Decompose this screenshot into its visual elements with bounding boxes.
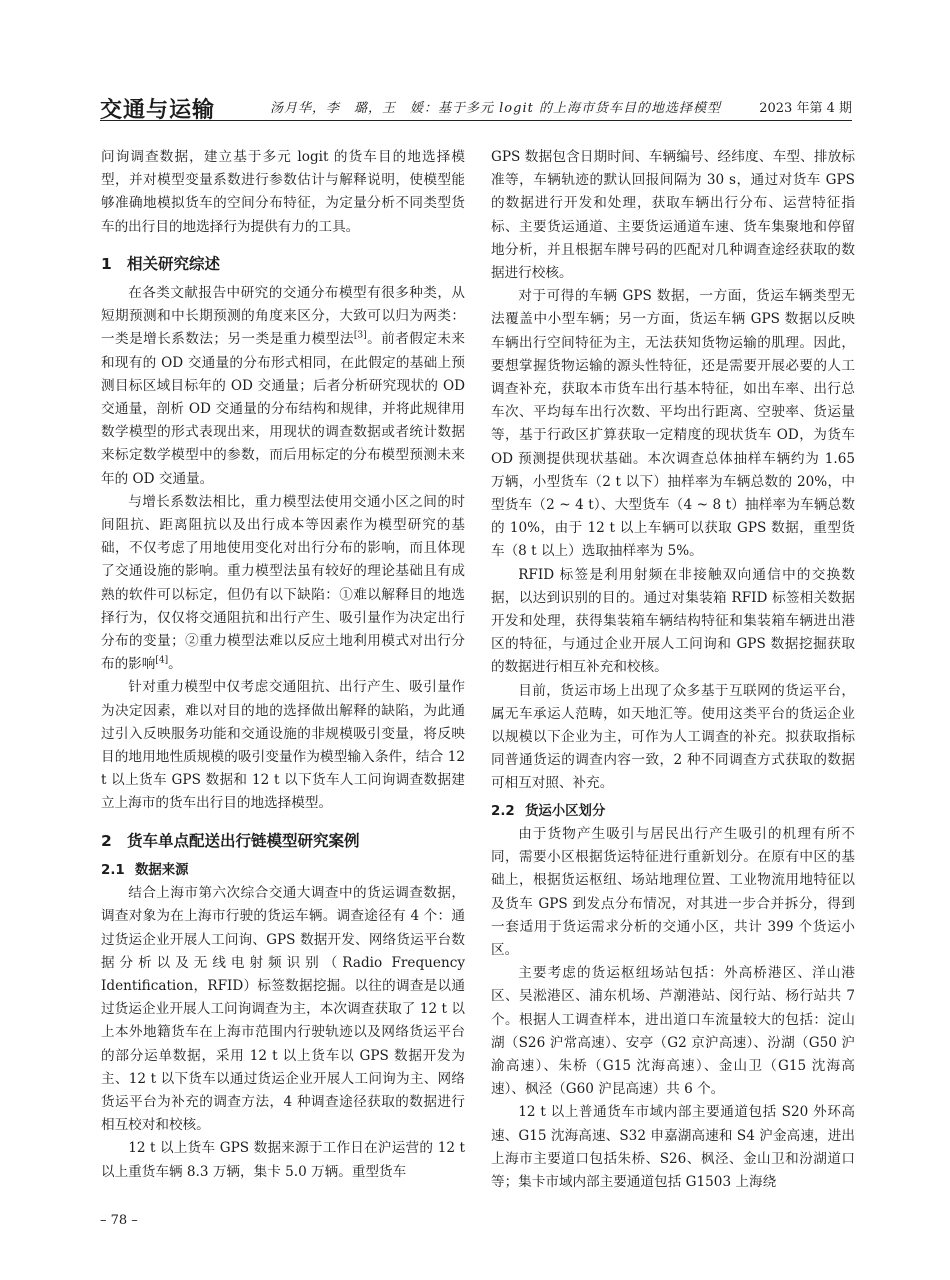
subsection-title: 数据来源 xyxy=(135,862,189,878)
section-title: 货车单点配送出行链模型研究案例 xyxy=(127,831,360,850)
section-number: 1 xyxy=(101,254,112,273)
subsection-heading xyxy=(491,800,855,823)
paragraph-text: 。前者假定未来和现有的 OD 交通量的分布形式相同，在此假定的基础上预测目标区域目标年的 OD 交通量；后者分析研究现状的 OD 交通量，剖析 OD 交通量的分布结构和规律，并将此规律用数学模型的形式表现出来，用现状的调查数据或者统计数据来标定数学模型中的参数，而后用标定的分布模型预测未来年的 OD 交通量。 xyxy=(101,331,466,487)
paragraph: GPS 数据包含日期时间、车辆编号、经纬度、车型、排放标准等，车辆轨迹的默认回报间隔为 30 s，通过对货车 GPS 的数据进行开发和处理，获取车辆出行分布、运营特征指标、主要货运通道、主要货运通道车速、货车集聚地和停留地分析，并且根据车牌号码的匹配对几种调查途经获取的数据进行校核。 xyxy=(491,149,855,282)
section-heading xyxy=(101,830,465,853)
section-title: 相关研究综述 xyxy=(127,254,221,273)
header-rule xyxy=(100,120,852,121)
section-number: 2 xyxy=(101,831,112,850)
paragraph: 目前，货运市场上出现了众多基于互联网的货运平台，属无车承运人范畴，如天地汇等。使用这类平台的货运企业以规模以下企业为主，可作为人工调查的补充。拟获取指标同普通货运的调查内容一致，2 种不同调查方式获取的数据可相互对照、补充。 xyxy=(491,682,855,792)
issue-label: 2023 年第 4 期 xyxy=(759,101,852,116)
running-header xyxy=(100,93,852,123)
paragraph: RFID 标签是利用射频在非接触双向通信中的交换数据，以达到识别的目的。通过对集装箱 RFID 标签相关数据开发和处理，获得集装箱车辆结构特征和集装箱车辆进出港区的特征，与通过企业开展人工问询和 GPS 数据挖掘获取的数据进行相互补充和校核。 xyxy=(491,566,855,676)
running-title: 汤月华，李 璐，王 媛：基于多元 logit 的上海市货车目的地选择模型 xyxy=(270,101,721,116)
paragraph-text: 。 xyxy=(168,656,182,673)
paragraph: 针对重力模型中仅考虑交通阻抗、出行产生、吸引量作为决定因素，难以对目的地的选择做出解释的缺陷，为此通过引入反映服务功能和交通设施的非规模吸引变量，将反映目的地用地性质规模的吸引变量作为模型输入条件，结合 12 t 以上货车 GPS 数据和 12 t 以下货车人工问询调查数据建立上海市的货车出行目的地选择模型。 xyxy=(101,679,465,812)
paragraph-text: 在各类文献报告中研究的交通分布模型有很多种类，从短期预测和中长期预测的角度来区分，大致可以归为两类：一类是增长系数法；另一类是重力模型法 xyxy=(101,285,465,348)
subsection-title: 货运小区划分 xyxy=(525,803,606,819)
paragraph: 结合上海市第六次综合交通大调查中的货运调查数据，调查对象为在上海市行驶的货运车辆。调查途径有 4 个：通过货运企业开展人工问询、GPS 数据开发、网络货运平台数据分析以及无线电射频识别（Radio Frequency Identification，RFID）标签数据挖掘。以往的调查是以通过货运企业开展人工问询调查为主，本次调查获取了 12 t 以上本外地籍货车在上海市范围内行驶轨迹以及网络货运平台的部分运单数据，采用 12 t 以上货车以 GPS 数据开发为主、12 t 以下货车以通过货运企业开展人工问询为主、网络货运平台为补充的调查方法，4 种调查途径获取的数据进行相互校对和校核。 xyxy=(101,885,465,1134)
paragraph: 对于可得的车辆 GPS 数据，一方面，货运车辆类型无法覆盖中小型车辆；另一方面，货运车辆 GPS 数据以反映车辆出行空间特征为主，无法获知货物运输的肌理。因此，要想掌握货物运输的源头性特征，还是需要开展必要的人工调查补充，获取本市货车出行基本特征，如出车率、出行总车次、平均每车出行次数、平均出行距离、空驶率、货运量等，基于行政区扩算获取一定精度的现状货车 OD，为货车 OD 预测提供现状基础。本次调查总体抽样车辆约为 1.65 万辆，小型货车（2 t 以下）抽样率为车辆总数的 20%，中型货车（2 ~ 4 t）、大型货车（4 ~ 8 t）抽样率为车辆总数的 10%，由于 12 t 以上车辆可以获取 GPS 数据，重型货车（8 t 以上）选取抽样率为 5%。 xyxy=(491,288,855,560)
section-heading xyxy=(101,253,465,276)
paragraph: 主要考虑的货运枢纽场站包括：外高桥港区、洋山港区、吴淞港区、浦东机场、芦潮港站、闵行站、杨行站共 7 个。根据人工调查样本，进出道口车流量较大的包括：淀山湖（S26 沪常高速）、安亭（G2 京沪高速）、汾湖（G50 沪渝高速）、朱桥（G15 沈海高速）、金山卫（G15 沈海高速）、枫泾（G60 沪昆高速）共 6 个。 xyxy=(491,965,855,1098)
paragraph-text: 与增长系数法相比，重力模型法使用交通小区之间的时间阻抗、距离阻抗以及出行成本等因素作为模型研究的基础，不仅考虑了用地使用变化对出行分布的影响，而且体现了交通设施的影响。重力模型法虽有较好的理论基础且有成熟的软件可以标定，但仍有以下缺陷：①难以解释目的地选择行为，仅仅将交通阻抗和出行产生、吸引量作为决定出行分布的变量；②重力模型法难以反应土地利用模式对出行分布的影响 xyxy=(101,493,465,673)
subsection-heading xyxy=(101,859,465,882)
subsection-number: 2.2 xyxy=(491,803,515,819)
paragraph: 12 t 以上货车 GPS 数据来源于工作日在沪运营的 12 t 以上重货车辆 8.3 万辆，集卡 5.0 万辆。重型货车 xyxy=(101,1140,465,1180)
paragraph: 由于货物产生吸引与居民出行产生吸引的机理有所不同，需要小区根据货运特征进行重新划分。在原有中区的基础上，根据货运枢纽、场站地理位置、工业物流用地特征以及货车 GPS 到发点分布情况，对其进一步合并拆分，得到一套适用于货运需求分析的交通小区，共计 399 个货运小区。 xyxy=(491,825,855,958)
citation: [3] xyxy=(353,330,367,341)
paragraph: 问询调查数据，建立基于多元 logit 的货车目的地选择模型，并对模型变量系数进行参数估计与解释说明，使模型能够准确地模拟货车的空间分布特征，为定量分析不同类型货车的出行目的地选择行为提供有力的工具。 xyxy=(101,149,465,235)
paragraph xyxy=(101,491,465,677)
right-column xyxy=(491,146,855,1194)
paragraph xyxy=(101,282,465,491)
paragraph: 12 t 以上普通货车市域内部主要通道包括 S20 外环高速、G15 沈海高速、S32 申嘉湖高速和 S4 沪金高速，进出上海市主要道口包括朱桥、S26、枫泾、金山卫和汾湖道口等；集卡市域内部主要通道包括 G1503 上海绕 xyxy=(491,1104,855,1190)
page-number: – 78 – xyxy=(100,1213,138,1228)
citation: [4] xyxy=(155,655,169,666)
journal-title: 交通与运输 xyxy=(100,97,216,123)
subsection-number: 2.1 xyxy=(101,862,125,878)
left-column xyxy=(101,146,465,1184)
